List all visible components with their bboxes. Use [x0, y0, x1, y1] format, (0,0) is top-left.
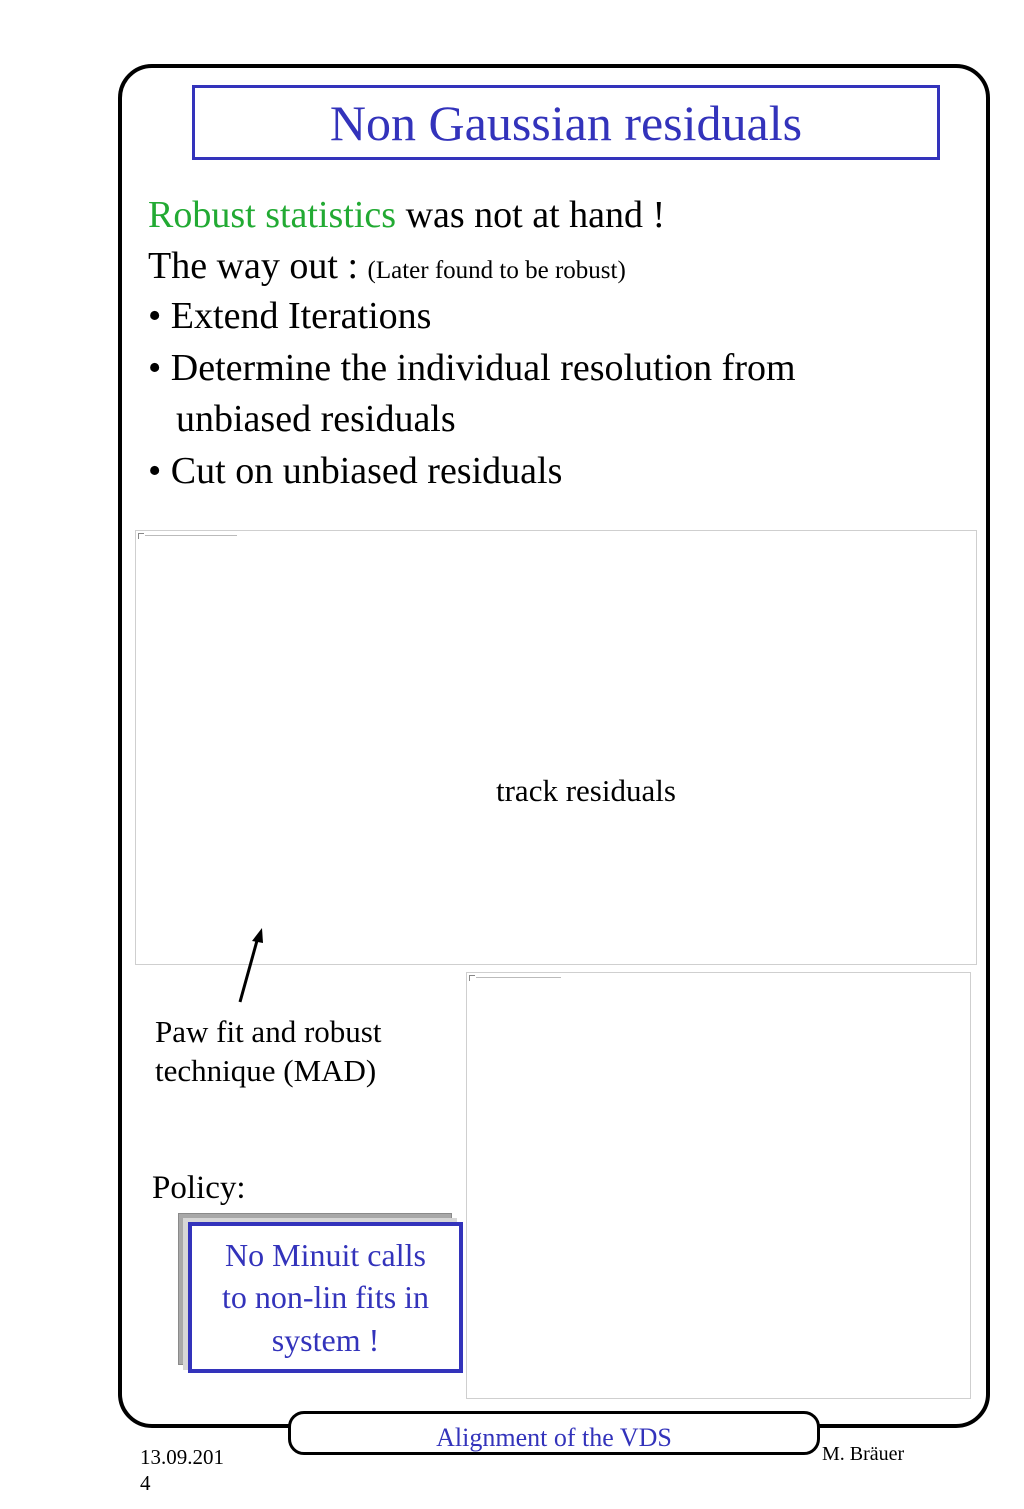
plot-header-line — [145, 535, 237, 536]
way-out-main: The way out : — [148, 245, 368, 287]
way-out-line — [148, 247, 626, 285]
bullet-determine-resolution-cont: unbiased residuals — [176, 398, 456, 440]
date-line: 13.09.201 — [140, 1445, 224, 1469]
robust-statistics-highlight: Robust statistics — [148, 194, 397, 236]
footer-date — [140, 1444, 260, 1497]
bullet-determine-resolution: • Determine the individual resolution from — [148, 347, 796, 389]
fit-caption — [155, 1013, 381, 1091]
bullet-extend-iterations: • Extend Iterations — [148, 295, 432, 337]
arrow-head — [252, 928, 263, 943]
intro-line — [148, 196, 665, 234]
arrow-graphic — [230, 925, 270, 1005]
caption-line: Paw fit and robust — [155, 1014, 382, 1049]
arrow-shaft — [240, 937, 258, 1002]
policy-label: Policy: — [152, 1170, 246, 1206]
track-residuals-plot — [135, 530, 977, 965]
policy-line: No Minuit calls — [225, 1236, 426, 1273]
title-box — [192, 85, 940, 160]
footer-title-pill — [288, 1411, 820, 1455]
policy-line: system ! — [271, 1321, 380, 1358]
plot-corner-mark — [138, 533, 144, 539]
footer-title: Alignment of the VDS — [436, 1423, 672, 1452]
plot-corner-mark — [469, 975, 475, 981]
plot-header-line — [476, 977, 561, 978]
way-out-note: (Later found to be robust) — [367, 257, 626, 284]
policy-box — [188, 1222, 463, 1373]
footer-author: M. Bräuer — [822, 1443, 905, 1465]
intro-rest: was not at hand ! — [396, 194, 666, 236]
slide-title: Non Gaussian residuals — [329, 94, 803, 151]
caption-line: technique (MAD) — [155, 1052, 377, 1088]
date-line: 4 — [140, 1471, 151, 1496]
second-plot — [466, 972, 971, 1399]
bullet-cut-residuals: • Cut on unbiased residuals — [148, 450, 563, 492]
track-residuals-label: track residuals — [496, 773, 676, 808]
policy-line: to non-lin fits in — [221, 1279, 430, 1316]
